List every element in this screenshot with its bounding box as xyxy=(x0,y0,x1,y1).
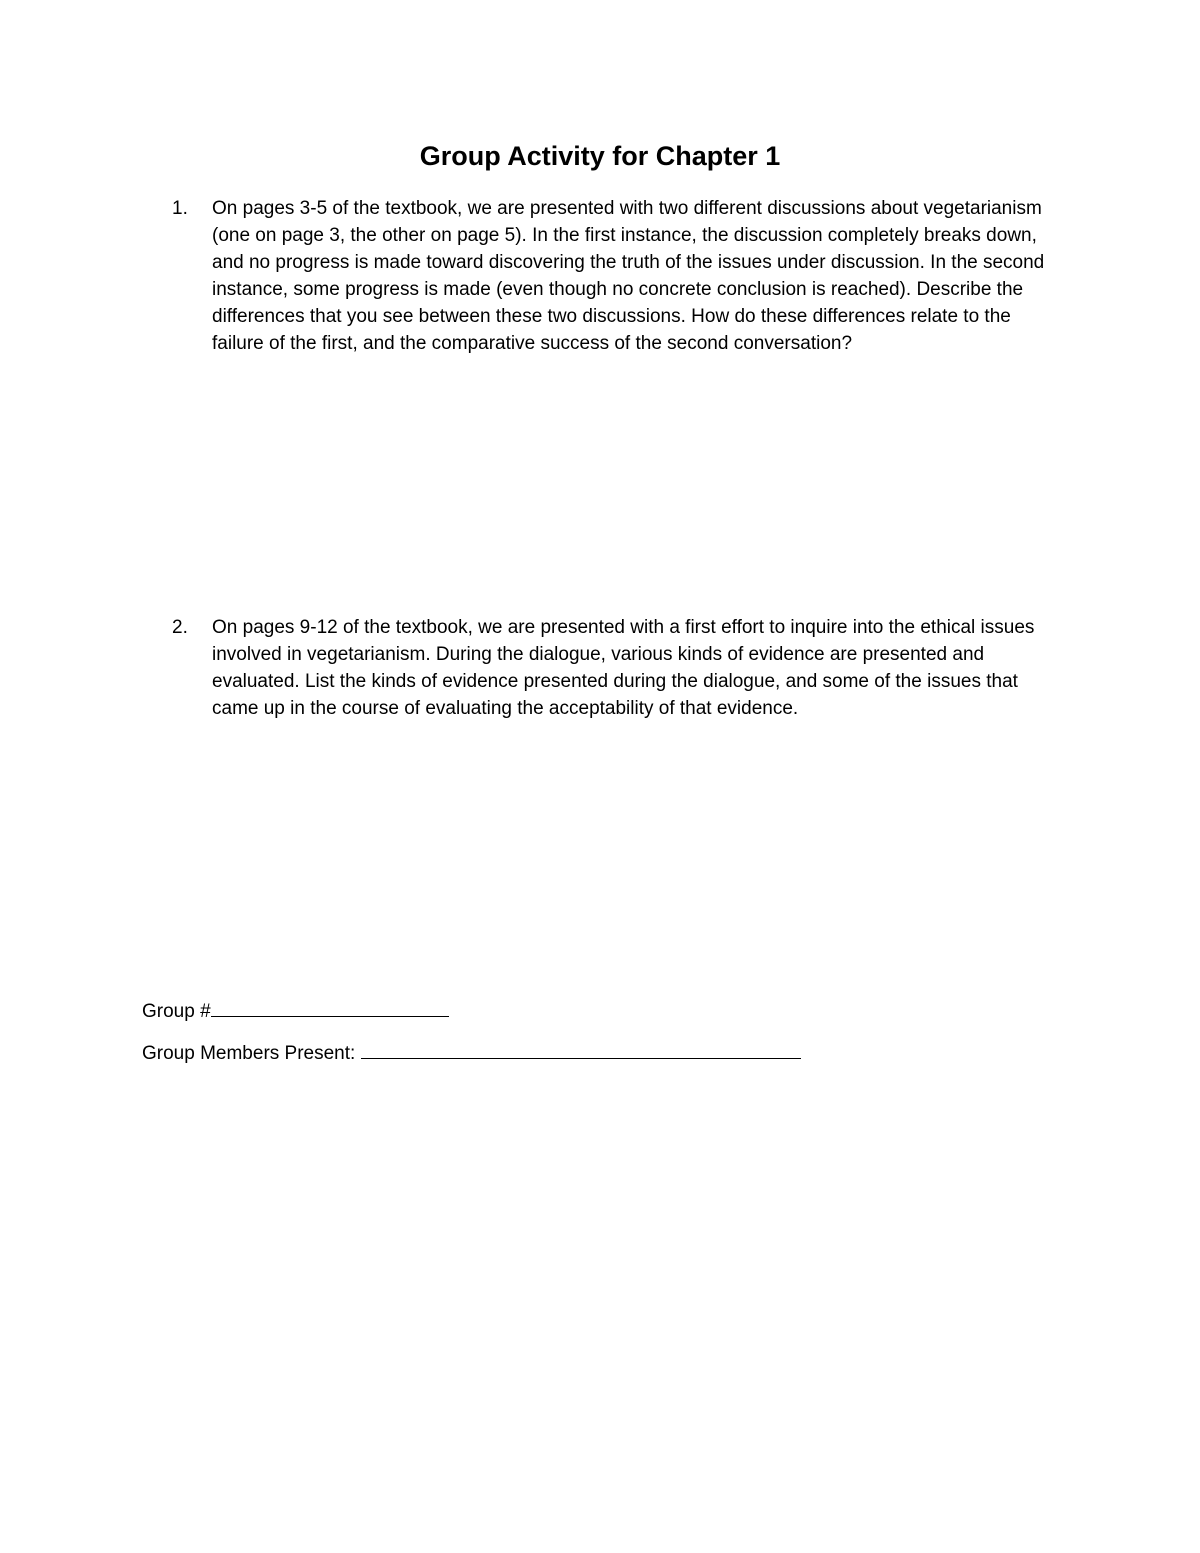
question-number: 1. xyxy=(172,198,188,219)
question-text: On pages 9-12 of the textbook, we are presented with a first effort to inquire into the ethical issues involved in vegetarianism. During the dialogue, various kinds of evidence are presented and evaluated. List the kinds of evidence presented during the dialogue, and some of the issues that came up in the course of evaluating the acceptability of that evidence. xyxy=(212,617,1035,719)
question-text: On pages 3-5 of the textbook, we are presented with two different discussions about vegetarianism (one on page 3, the other on page 5). In the first instance, the discussion completely breaks down, and no progress is made toward discovering the truth of the issues under discussion. In the second instance, some progress is made (even though no concrete conclusion is reached). Describe the differences that you see between these two discussions. How do these differences relate to the failure of the first, and the comparative success of the second conversation? xyxy=(212,198,1045,354)
group-number-line xyxy=(142,996,449,1025)
page-title: Group Activity for Chapter 1 xyxy=(419,141,781,171)
group-members-blank[interactable] xyxy=(361,1038,801,1059)
question-number: 2. xyxy=(172,617,188,638)
group-number-label: Group # xyxy=(142,1001,211,1022)
group-members-line xyxy=(142,1038,801,1067)
group-number-blank[interactable] xyxy=(211,996,449,1017)
group-members-label: Group Members Present: xyxy=(142,1043,361,1064)
